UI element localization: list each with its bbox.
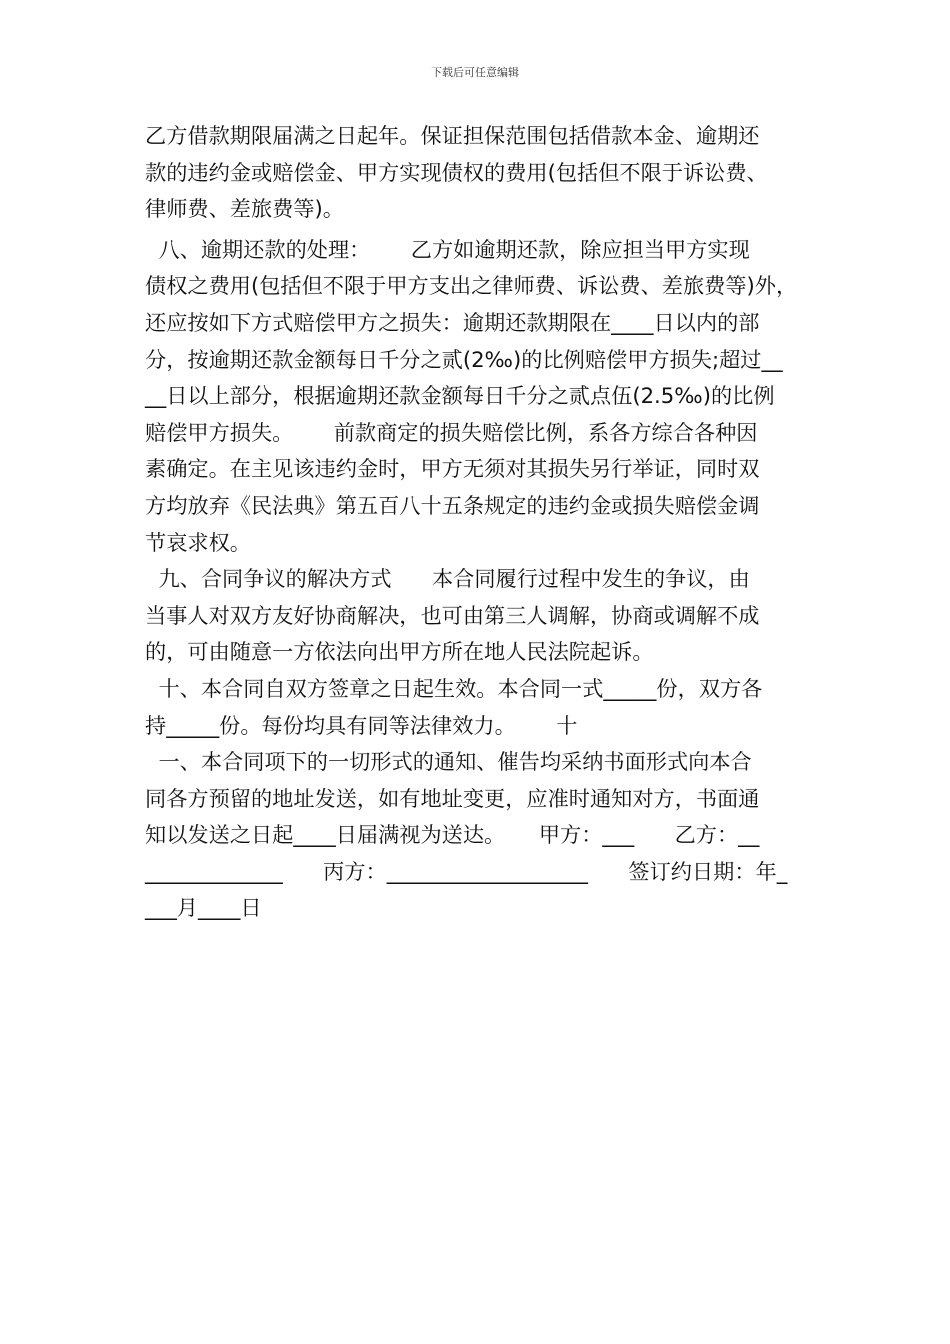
text-line: 知以发送之日起____日届满视为送达。 甲方：___ 乙方：__ — [145, 822, 760, 848]
text-line: 节哀求权。 — [145, 529, 251, 555]
text-line: 赔偿甲方损失。 前款商定的损失赔偿比例，系各方综合各种因 — [145, 419, 758, 445]
text-line: 债权之费用(包括但不限于甲方支出之律师费、诉讼费、差旅费等)外， — [145, 273, 798, 299]
text-line: 素确定。在主见该违约金时，甲方无须对其损失另行举证，同时双 — [145, 456, 760, 482]
text-line: 十、本合同自双方签章之日起生效。本合同一式_____份，双方各 — [145, 675, 763, 701]
text-line: _____________ 丙方：___________________ 签订约日期：年_ — [145, 858, 788, 884]
text-line: ___月____日 — [145, 895, 262, 921]
text-line: 的，可由随意一方依法向出甲方所在地人民法院起诉。 — [145, 639, 654, 665]
text-line: 一、本合同项下的一切形式的通知、催告均采纳书面形式向本合 — [145, 749, 752, 775]
text-line: 当事人对双方友好协商解决，也可由第三人调解，协商或调解不成 — [145, 602, 760, 628]
text-line: 律师费、差旅费等)。 — [145, 196, 344, 222]
page-header: 下载后可任意编辑 — [431, 66, 519, 79]
text-line: 方均放弃《民法典》第五百八十五条规定的违约金或损失赔偿金调 — [145, 492, 760, 518]
document-body — [145, 118, 807, 927]
text-line: 还应按如下方式赔偿甲方之损失：逾期还款期限在____日以内的部 — [145, 309, 760, 335]
text-line: 九、合同争议的解决方式 本合同履行过程中发生的争议，由 — [145, 566, 750, 592]
text-line: __日以上部分，根据逾期还款金额每日千分之贰点伍(2.5‰)的比例 — [145, 383, 775, 409]
text-line: 分，按逾期还款金额每日千分之贰(2‰)的比例赔偿甲方损失;超过__ — [145, 346, 783, 372]
text-line: 持_____份。每份均具有同等法律效力。 十 — [145, 712, 578, 738]
text-line: 八、逾期还款的处理： 乙方如逾期还款，除应担当甲方实现 — [145, 236, 750, 262]
text-line: 乙方借款期限届满之日起年。保证担保范围包括借款本金、逾期还 — [145, 123, 760, 148]
text-line: 同各方预留的地址发送，如有地址变更，应准时通知对方，书面通 — [145, 785, 760, 811]
text-line: 款的违约金或赔偿金、甲方实现债权的费用(包括但不限于诉讼费、 — [145, 159, 768, 185]
